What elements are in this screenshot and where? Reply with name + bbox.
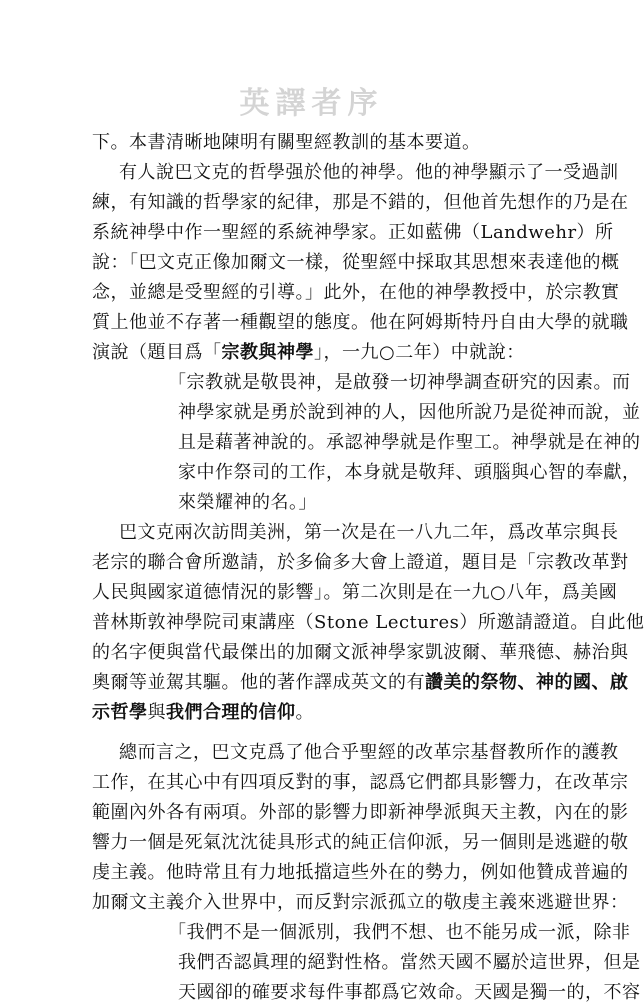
quote-line: 神學家就是勇於說到神的人，因他所說乃是從神而說，並: [178, 402, 641, 423]
text-line: 巴文克兩次訪問美洲，第一次是在一八九二年，爲改革宗與長: [119, 522, 619, 543]
work-title-2: 我們合理的信仰: [166, 702, 296, 723]
quote-line: 「我們不是一個派別，我們不想、也不能另成一派，除非: [168, 922, 631, 943]
text-line: 下。本書清晰地陳明有關聖經教訓的基本要道。: [92, 132, 481, 153]
text-line: 總而言之，巴文克爲了他合乎聖經的改革宗基督教所作的護教: [119, 742, 619, 763]
text-line: 念，並總是受聖經的引導。」此外，在他的神學教授中，於宗教實: [92, 282, 620, 303]
speech-title: 宗教與神學: [221, 342, 314, 363]
text-line: 人民與國家道德情況的影響」。第二次則是在一九○八年，爲美國: [92, 582, 618, 603]
quote-line: 來榮耀神的名。」: [178, 492, 317, 513]
text-line: 的名字便與當代最傑出的加爾文派神學家凱波爾、華飛德、赫治與: [92, 642, 629, 663]
text-line: 說：「巴文克正像加爾文一樣，從聖經中採取其思想來表達他的概: [92, 252, 620, 273]
text-line-speech: [92, 338, 568, 368]
works-end: 。: [295, 702, 314, 723]
page-header: 英譯者序: [239, 86, 384, 121]
text-line: 加爾文主義介入世界中，而反對宗派孤立的敬虔主義來逃避世界：: [92, 892, 629, 913]
quote-line: 且是藉著神說的。承認神學就是作聖工。神學就是在神的: [178, 432, 641, 453]
work-title-1: 讚美的祭物、神的國、啟: [425, 672, 629, 693]
quote-line: 我們否認眞理的絕對性格。當然天國不屬於這世界，但是: [178, 952, 641, 973]
work-title-1-cont: 示哲學: [92, 702, 148, 723]
text-line: 質上他並不存著一種觀望的態度。他在阿姆斯特丹自由大學的就職: [92, 312, 629, 333]
text-line-works: [92, 668, 629, 698]
text-line: 範圍內外各有兩項。外部的影響力即新神學派與天主教，內在的影: [92, 802, 629, 823]
quote-line: 家中作祭司的工作，本身就是敬拜、頭腦與心智的奉獻，: [178, 462, 641, 483]
text-line: 響力一個是死氣沈沈徒具形式的純正信仰派，另一個則是逃避的敬: [92, 832, 629, 853]
text-line: 老宗的聯合會所邀請，於多倫多大會上證道，題目是「宗教改革對: [92, 552, 629, 573]
text-line: 工作，在其心中有四項反對的事，認爲它們都具影響力，在改革宗: [92, 772, 629, 793]
text-line: 系統神學中作一聖經的系統神學家。正如藍佛（Landwehr）所: [92, 222, 614, 243]
quote-line: 「宗教就是敬畏神，是啟發一切神學調查研究的因素。而: [168, 372, 631, 393]
text-line-works-cont: [92, 698, 568, 728]
works-conj: 與: [147, 702, 166, 723]
speech-prefix: 演說（題目爲「: [92, 342, 222, 363]
works-prefix: 奧爾等並駕其驅。他的著作譯成英文的有: [92, 672, 425, 693]
text-line: 虔主義。他時常且有力地抵擋這些外在的勢力，例如他贊成普遍的: [92, 862, 629, 883]
text-line: 普林斯敦神學院司東講座（Stone Lectures）所邀請證道。自此他: [92, 612, 644, 633]
speech-suffix: 」，一九○二年）中就說：: [314, 342, 525, 363]
text-line: 有人說巴文克的哲學强於他的神學。他的神學顯示了一受過訓: [119, 162, 619, 183]
quote-line: 天國卻的確要求每件事都爲它效命。天國是獨一的，不容: [178, 982, 641, 1003]
text-line: 練，有知識的哲學家的紀律，那是不錯的，但他首先想作的乃是在: [92, 192, 629, 213]
